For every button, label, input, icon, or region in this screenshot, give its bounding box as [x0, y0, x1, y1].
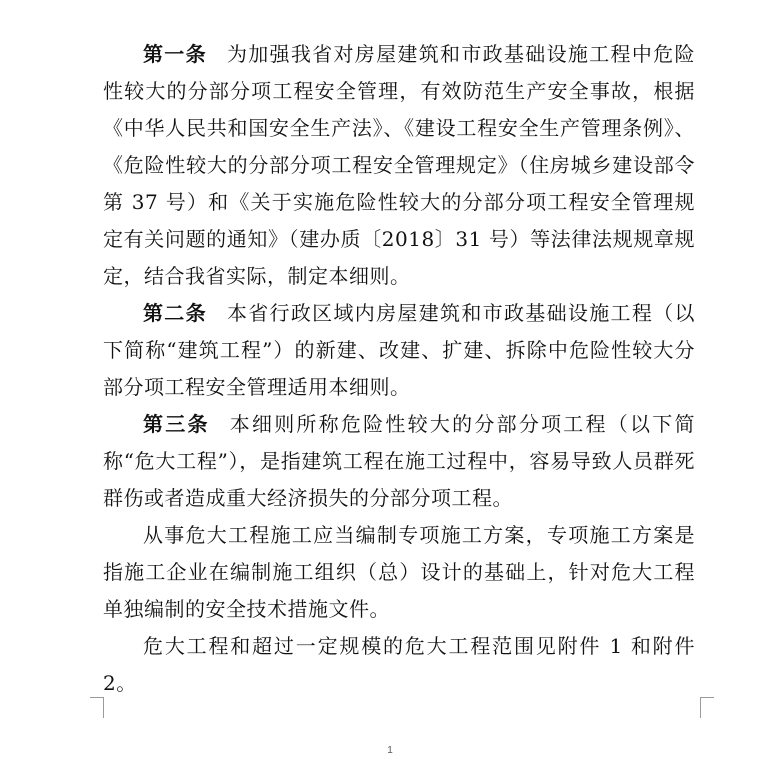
paragraph-special-scheme: 从事危大工程施工应当编制专项施工方案，专项施工方案是指施工企业在编制施工组织（总）设计的基础上，针对危大工程单独编制的安全技术措施文件。 — [103, 523, 695, 621]
article-2-label: 第二条 — [143, 301, 207, 325]
margin-crop-mark-left — [90, 697, 104, 718]
article-3-label: 第三条 — [143, 412, 210, 436]
document-body — [103, 36, 695, 702]
page-number: 1 — [387, 745, 393, 756]
article-2-text: 本省行政区域内房屋建筑和市政基础设施工程（以下简称“建筑工程”）的新建、改建、扩建、拆除中危险性较大分部分项工程安全管理适用本细则。 — [103, 301, 695, 399]
article-3 — [103, 406, 695, 517]
article-1-text: 为加强我省对房屋建筑和市政基础设施工程中危险性较大的分部分项工程安全管理，有效防范生产安全事故，根据《中华人民共和国安全生产法》、《建设工程安全生产管理条例》、《危险性较大的分部分项工程安全管理规定》（住房城乡建设部令第 37 号）和《关于实施危险性较大的分部分项工程安全管理规定有关问题的通知》（建办质〔2018〕31 号）等法律法规规章规定，结合我省实际，制定本细则。 — [103, 42, 695, 288]
article-2 — [103, 295, 695, 406]
article-3-text: 本细则所称危险性较大的分部分项工程（以下简称“危大工程”），是指建筑工程在施工过程中，容易导致人员群死群伤或者造成重大经济损失的分部分项工程。 — [103, 412, 696, 510]
paragraph-scope-annex: 危大工程和超过一定规模的危大工程范围见附件 1 和附件 2。 — [103, 634, 695, 695]
margin-crop-mark-right — [700, 697, 714, 718]
article-1-label: 第一条 — [143, 42, 207, 66]
article-1 — [103, 36, 695, 295]
